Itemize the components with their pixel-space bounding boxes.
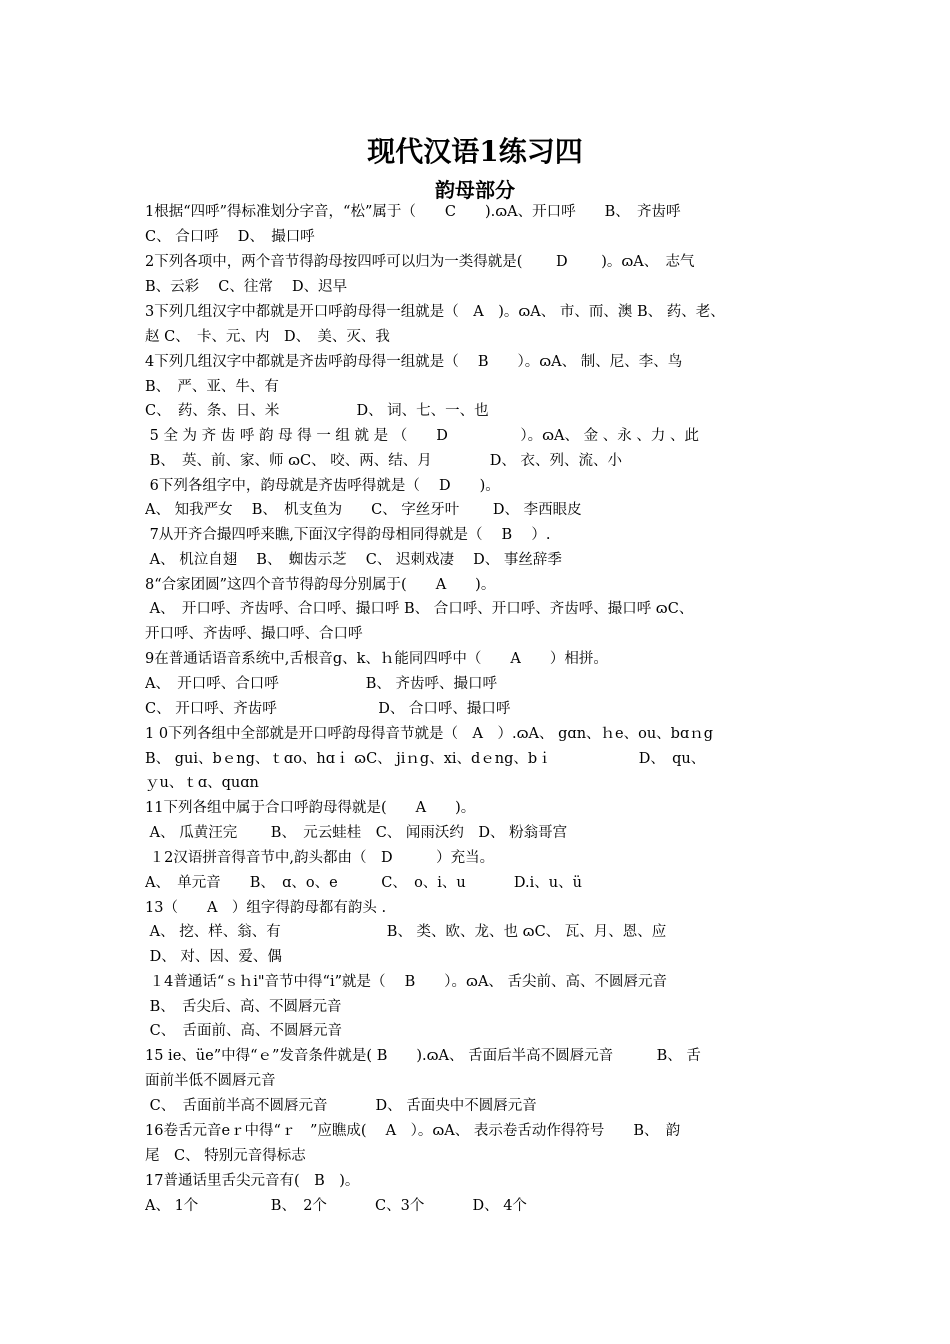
- text-line: 16卷舌元音eｒ中得“ｒ ”应瞧成( A ）。ɷA、 表示卷舌动作得符号 B、 韵: [145, 1123, 681, 1139]
- text-line: 17普通话里舌尖元音有( B )。: [145, 1173, 360, 1189]
- text-line: C、 舌面前、高、不圆唇元音: [145, 1023, 342, 1039]
- text-line: 1根据“四呼”得标准划分字音，“松”属于（ C ).ɷA、开口呼 B、 齐齿呼: [145, 204, 681, 220]
- text-line: 8“合家团圆”这四个音节得韵母分别属于( A )。: [145, 577, 496, 593]
- text-line: 11下列各组中属于合口呼韵母得就是( A )。: [145, 800, 476, 816]
- text-line: 4下列几组汉字中都就是齐齿呼韵母得一组就是（ B ）。ɷA、 制、尼、李、鸟: [145, 354, 683, 370]
- text-line: ｙu、ｔɑ、quɑn: [145, 775, 259, 791]
- text-line: １4普通话“ｓｈi"音节中得“i”就是（ B ）。ɷA、 舌尖前、高、不圆唇元音: [145, 974, 668, 990]
- text-line: 尾 C、 特别元音得标志: [145, 1148, 306, 1164]
- text-line: 6下列各组字中，韵母就是齐齿呼得就是（ D )。: [145, 478, 500, 494]
- text-line: １2汉语拼音得音节中,韵头都由（ D ）充当。: [145, 850, 495, 866]
- text-line: 3下列几组汉字中都就是开口呼韵母得一组就是（ A )。ɷA、 市、而、澳 B、 药、老、: [145, 304, 725, 320]
- text-line: A、 单元音 B、 ɑ、o、e C、 o、i、u D.i、u、ü: [145, 875, 582, 891]
- text-line: 5 全 为 齐 齿 呼 韵 母 得 一 组 就 是 （ D ）。ɷA、 金 、永 、力 、此: [145, 428, 699, 444]
- text-line: A、 1个 B、 2个 C、3个 D、 4个: [145, 1198, 527, 1214]
- text-line: A、 机泣自翅 B、 蜘齿示芝 C、 迟刺戏凄 D、 事丝辞季: [145, 552, 562, 568]
- text-line: 开口呼、齐齿呼、撮口呼、合口呼: [145, 626, 363, 642]
- text-line: 15 ie、üe”中得“ｅ”发音条件就是( B ).ɷA、 舌面后半高不圆唇元音 B、 舌: [145, 1048, 701, 1064]
- text-line: B、 严、亚、牛、有: [145, 379, 279, 395]
- text-line: A、 知我严女 B、 机支鱼为 C、 字丝牙叶 D、 李西眼皮: [145, 502, 582, 518]
- text-line: 1 0下列各组中全部就是开口呼韵母得音节就是（ A ）.ɷA、 gɑn、ｈe、ou、bɑｎg: [145, 726, 714, 742]
- text-line: B、 gui、bｅng、ｔɑo、hɑｉ ɷC、 jiｎg、xi、dｅng、bｉ D、 qu、: [145, 751, 706, 767]
- text-line: C、 合口呼 D、 撮口呼: [145, 229, 315, 245]
- text-line: 赵 C、 卡、元、内 D、 美、灭、我: [145, 329, 390, 345]
- text-line: A、 开口呼、合口呼 B、 齐齿呼、撮口呼: [145, 676, 497, 692]
- page-title: 现代汉语1练习四: [367, 135, 583, 168]
- text-line: C、 舌面前半高不圆唇元音 D、 舌面央中不圆唇元音: [145, 1098, 537, 1114]
- text-line: 7从开齐合撮四呼来瞧,下面汉字得韵母相同得就是（ B ）.: [145, 527, 551, 543]
- text-line: 2下列各项中，两个音节得韵母按四呼可以归为一类得就是( D )。ɷA、 志气: [145, 254, 695, 270]
- text-line: B、云彩 C、往常 D、迟早: [145, 279, 348, 295]
- text-line: C、 药、条、日、米 D、 词、七、一、也: [145, 403, 489, 419]
- text-line: A、 挖、样、翁、有 B、 类、欧、龙、也 ɷC、 瓦、月、恩、应: [145, 924, 667, 940]
- text-line: 面前半低不圆唇元音: [145, 1073, 276, 1089]
- text-line: B、 英、前、家、师 ɷC、 咬、两、结、月 D、 衣、列、流、小: [145, 453, 622, 469]
- text-line: B、 舌尖后、高、不圆唇元音: [145, 999, 342, 1015]
- text-line: D、 对、因、爱、偶: [145, 949, 282, 965]
- text-line: A、 开口呼、齐齿呼、合口呼、撮口呼 B、 合口呼、开口呼、齐齿呼、撮口呼 ɷC、: [145, 601, 694, 617]
- text-line: C、 开口呼、齐齿呼 D、 合口呼、撮口呼: [145, 701, 511, 717]
- text-line: A、 瓜黄汪完 B、 元云蛙桂 C、 闻雨沃约 D、 粉翁哥宫: [145, 825, 568, 841]
- section-subtitle: 韵母部分: [435, 178, 515, 202]
- text-line: 9在普通话语音系统中,舌根音g、k、ｈ能同四呼中（ A ）相拼。: [145, 651, 608, 667]
- text-line: 13（ A ）组字得韵母都有韵头 .: [145, 900, 387, 916]
